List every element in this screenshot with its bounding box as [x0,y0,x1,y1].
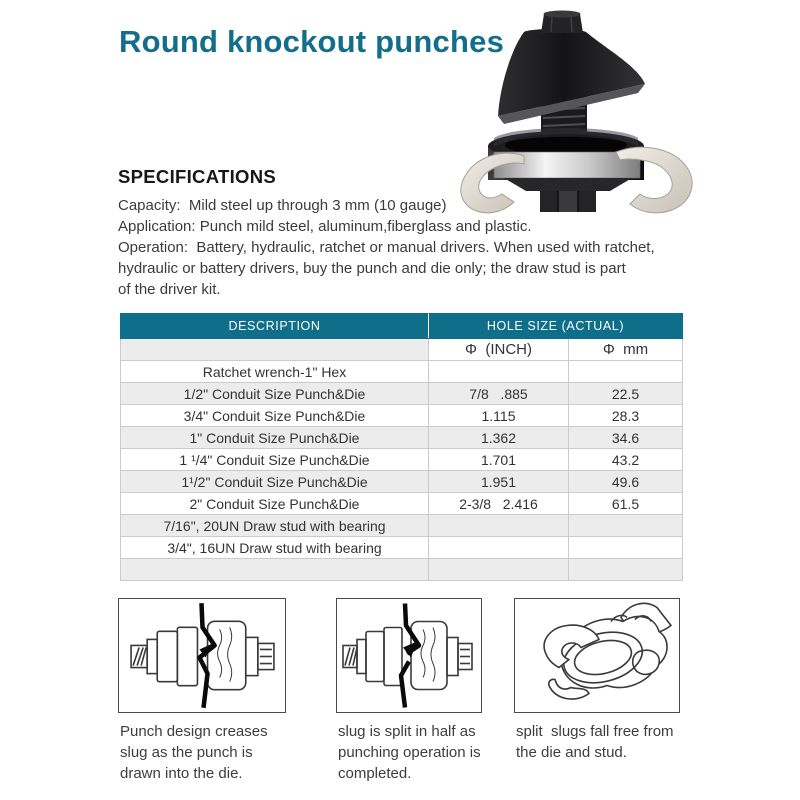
table-row [121,361,683,383]
cell-inch [429,361,569,383]
cell-description: 1" Conduit Size Punch&Die [121,427,429,449]
slug-split-illustration [337,599,481,712]
col-header-description: DESCRIPTION [121,314,429,339]
table-row [121,449,683,471]
cell-inch [429,559,569,581]
cell-description: 1¹/2" Conduit Size Punch&Die [121,471,429,493]
cell-description: 3/4", 16UN Draw stud with bearing [121,537,429,559]
cell-mm: 61.5 [569,493,683,515]
cell-inch [429,537,569,559]
cell-mm [569,515,683,537]
cell-description [121,559,429,581]
table-row [121,471,683,493]
cell-mm [569,361,683,383]
figure-frame [118,598,286,713]
figure-slugs-fall-free [514,598,680,763]
figure-punch-crease [118,598,286,784]
top-cap [541,11,583,34]
page-title: Round knockout punches [119,24,505,59]
spec-operation-end: of the driver kit. [118,281,221,298]
spec-application: Application: Punch mild steel, aluminum,fiberglass and plastic. [118,218,532,235]
spec-operation: Operation: Battery, hydraulic, ratchet or manual drivers. When used with ratchet, [118,239,655,256]
figure-slug-split [336,598,485,784]
table-row [121,405,683,427]
table-row [121,383,683,405]
cell-inch: 7/8 .885 [429,383,569,405]
cell-mm [569,559,683,581]
figure-frame [514,598,680,713]
cell-inch: 2-3/8 2.416 [429,493,569,515]
figure-caption: Punch design creases slug as the punch is drawn into the die. [120,723,272,782]
col-header-mm: Φ mm [569,339,683,361]
table-row [121,537,683,559]
punch-crease-illustration [119,599,285,712]
table-row [121,427,683,449]
figure-caption: slug is split in half as punching operation is completed. [338,723,485,782]
cell-description: 1/2" Conduit Size Punch&Die [121,383,429,405]
table-row [121,559,683,581]
cell-inch: 1.951 [429,471,569,493]
cell-mm: 43.2 [569,449,683,471]
cell-inch: 1.115 [429,405,569,427]
cell-mm: 22.5 [569,383,683,405]
table-subheader-row [121,339,683,361]
cell-description: 2" Conduit Size Punch&Die [121,493,429,515]
subheader-blank-cell [121,339,429,361]
cell-description: 7/16", 20UN Draw stud with bearing [121,515,429,537]
specifications-heading: SPECIFICATIONS [118,166,277,187]
col-header-hole-size: HOLE SIZE (ACTUAL) [429,314,683,339]
col-header-inch: Φ (INCH) [429,339,569,361]
table-header-row [121,314,683,339]
cell-inch: 1.701 [429,449,569,471]
cell-description: 1 ¹/4" Conduit Size Punch&Die [121,449,429,471]
spec-operation-cont: hydraulic or battery drivers, buy the punch and die only; the draw stud is part [118,260,626,277]
slugs-fall-free-illustration [515,599,679,712]
figure-caption: split slugs fall free from the die and stud. [516,723,678,761]
hole-size-table [120,313,683,581]
cell-mm [569,537,683,559]
specifications-section [118,166,655,300]
cell-mm: 34.6 [569,427,683,449]
cell-mm: 28.3 [569,405,683,427]
cell-description: Ratchet wrench-1" Hex [121,361,429,383]
cell-mm: 49.6 [569,471,683,493]
table-row [121,515,683,537]
table-row [121,493,683,515]
cell-description: 3/4" Conduit Size Punch&Die [121,405,429,427]
figure-frame [336,598,482,713]
spec-capacity: Capacity: Mild steel up through 3 mm (10 gauge) [118,197,447,214]
cell-inch [429,515,569,537]
cell-inch: 1.362 [429,427,569,449]
